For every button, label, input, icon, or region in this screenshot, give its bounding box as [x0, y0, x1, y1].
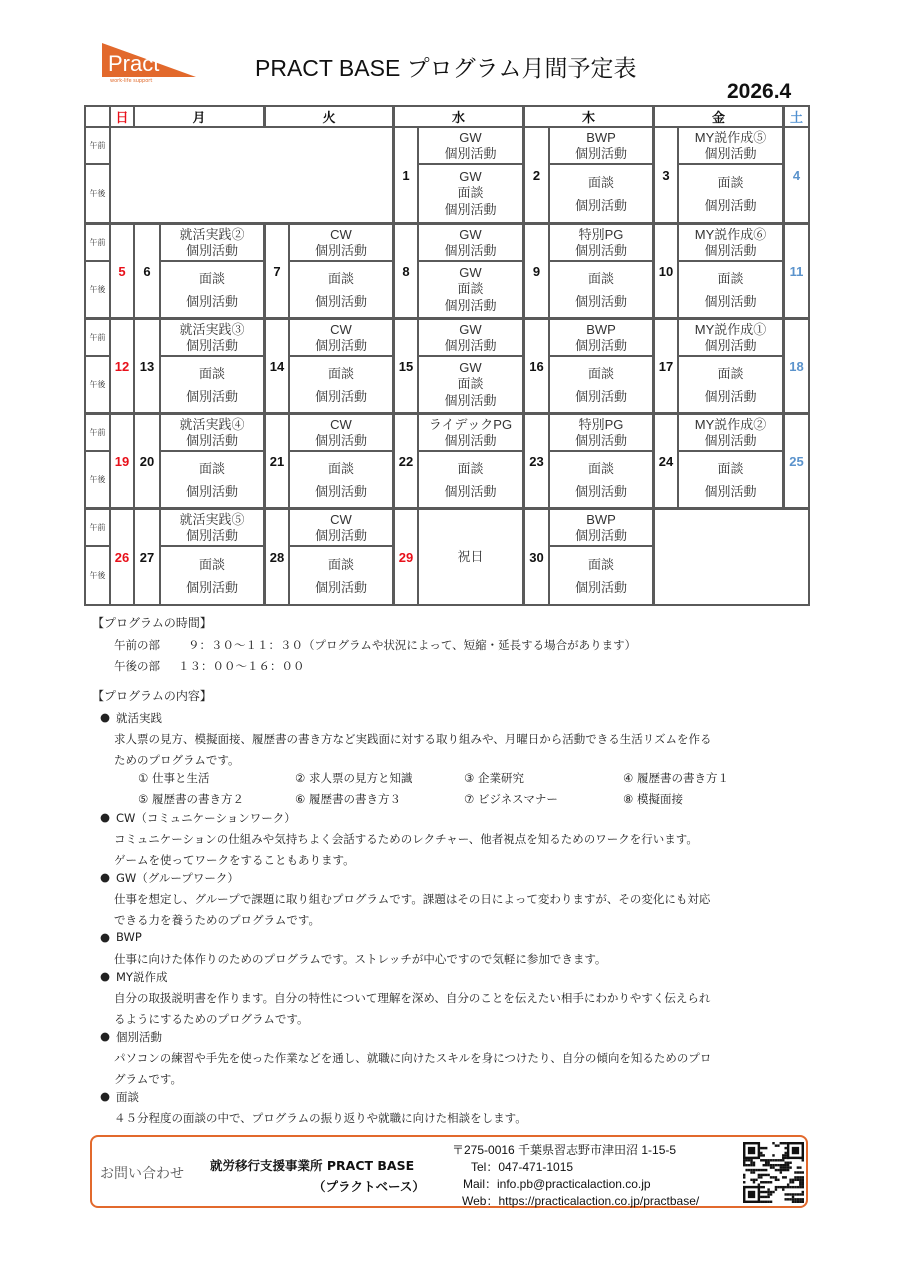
schedule-pm[interactable] [550, 262, 652, 317]
date-cell-saturday[interactable] [785, 415, 808, 507]
bullet-icon: ● [100, 1029, 111, 1043]
program-item-description: パソコンの練習や手先を使った作業などを通し、就職に向けたスキルを身につけたり、自分の傾向を知るためのプロ [114, 1051, 712, 1065]
weekday-header [266, 107, 392, 126]
program-name: 個別活動 [704, 388, 757, 404]
curriculum-item: ④ 履歴書の書き方１ [623, 771, 729, 785]
curriculum-item: ⑧ 模擬面接 [623, 792, 683, 806]
tel[interactable]: Tel：047-471-1015 [471, 1160, 574, 1174]
date-number: 12 [114, 358, 130, 374]
date-number: 25 [789, 453, 804, 469]
qr-code-icon[interactable] [743, 1142, 804, 1203]
bullet-icon: ● [100, 810, 111, 824]
date-number: 24 [658, 453, 674, 469]
schedule-pm[interactable] [550, 452, 652, 507]
date-number: 19 [114, 453, 130, 469]
schedule-am[interactable] [550, 510, 652, 545]
program-name: 個別活動 [704, 145, 757, 161]
schedule-am[interactable] [290, 510, 392, 545]
weekday-header [395, 107, 522, 126]
program-name: 面談 [327, 365, 354, 381]
schedule-pm[interactable] [290, 262, 392, 317]
date-cell[interactable] [655, 320, 677, 412]
program-item-description: 求人票の見方、模擬面接、履歴書の書き方など実践面に対する取り組みや、月曜日から活動できる生活リズムを作る [114, 732, 712, 746]
bullet-icon: ● [100, 1089, 111, 1103]
page-title: PRACT BASE プログラム月間予定表 [255, 55, 637, 81]
program-item-description: ためのプログラムです。 [114, 753, 240, 767]
program-name: GW [459, 168, 482, 184]
schedule-am[interactable] [161, 510, 263, 545]
program-name: 個別活動 [574, 483, 627, 499]
program-name: 個別活動 [185, 483, 238, 499]
program-name: 個別活動 [314, 527, 367, 543]
weekday-header-saturday [785, 107, 808, 126]
program-item-title: BWP [116, 930, 142, 944]
pm-time: １３：００～１６：００ [178, 659, 305, 673]
date-cell[interactable] [395, 225, 417, 317]
date-cell[interactable] [266, 415, 288, 507]
schedule-am[interactable] [161, 320, 263, 355]
schedule-pm[interactable] [679, 165, 782, 222]
date-cell[interactable] [395, 510, 417, 604]
date-cell-saturday[interactable] [785, 225, 808, 317]
bullet-icon: ● [100, 870, 111, 884]
program-item-title: 面談 [116, 1090, 139, 1104]
weekday-header-sunday [111, 107, 133, 126]
content-heading: 【プログラムの内容】 [92, 689, 212, 703]
date-number: 13 [139, 358, 155, 374]
time-heading: 【プログラムの時間】 [92, 616, 212, 630]
program-name: 個別活動 [314, 242, 367, 258]
date-number: 18 [789, 358, 804, 374]
program-name: 面談 [587, 460, 614, 476]
mail-link[interactable]: Mail：info.pb@practicalaction.co.jp [463, 1177, 651, 1191]
date-cell[interactable] [266, 225, 288, 317]
schedule-pm[interactable] [290, 357, 392, 412]
program-name: 個別活動 [444, 297, 497, 313]
date-number: 23 [529, 453, 544, 469]
slot-label-pm [86, 547, 109, 604]
curriculum-item: ⑦ ビジネスマナー [464, 792, 558, 806]
date-cell[interactable] [525, 225, 548, 317]
program-name: 面談 [198, 365, 225, 381]
weekday-label: 土 [789, 110, 803, 125]
pract-logo [100, 43, 198, 84]
date-number: 30 [529, 549, 544, 565]
program-item-title: GW（グループワーク） [116, 871, 239, 885]
program-name: 面談 [587, 270, 614, 286]
program-name: MY説作成⑤ [694, 130, 767, 145]
date-number: 22 [398, 453, 414, 469]
web-link[interactable]: Web：https://practicalaction.co.jp/practbase/ [462, 1194, 700, 1208]
curriculum-item: ⑤ 履歴書の書き方２ [138, 792, 244, 806]
program-name: 個別活動 [574, 579, 627, 595]
program-name: 個別活動 [314, 432, 367, 448]
slot-label-text: 午後 [89, 189, 106, 198]
slot-label-text: 午前 [89, 523, 106, 532]
schedule-pm[interactable] [290, 452, 392, 507]
program-name: 面談 [587, 174, 614, 190]
program-name: 就活実践② [179, 227, 245, 242]
schedule-am[interactable] [419, 225, 522, 260]
schedule-am[interactable] [419, 128, 522, 163]
contact-box [90, 1135, 808, 1208]
program-name: 個別活動 [185, 579, 238, 595]
calendar-grid [84, 105, 810, 606]
program-name: 面談 [457, 376, 484, 392]
date-cell[interactable] [655, 415, 677, 507]
weekday-header [655, 107, 782, 126]
program-name: GW [459, 359, 482, 375]
date-number: 17 [658, 358, 674, 374]
program-item-title: 就活実践 [116, 711, 162, 725]
program-name: 個別活動 [444, 201, 497, 217]
schedule-am[interactable] [290, 415, 392, 450]
schedule-pm[interactable] [161, 357, 263, 412]
contact-label: お問い合わせ [100, 1166, 184, 1182]
program-name: BWP [586, 512, 616, 527]
slot-label-text: 午前 [89, 141, 106, 150]
program-name: ライデックPG [428, 417, 513, 432]
date-number: 14 [269, 358, 285, 374]
schedule-pm[interactable] [679, 357, 782, 412]
program-item-description: るようにするためのプログラムです。 [114, 1012, 309, 1026]
month-label: 2026.4 [727, 80, 792, 103]
curriculum-item: ② 求人票の見方と知識 [295, 771, 413, 785]
logo-text: Pract [108, 51, 160, 76]
program-name: 個別活動 [314, 293, 367, 309]
program-name: 個別活動 [574, 145, 627, 161]
curriculum-item: ① 仕事と生活 [138, 771, 210, 785]
schedule-pm[interactable] [419, 262, 522, 317]
date-number: 7 [273, 263, 281, 279]
date-cell[interactable] [135, 225, 159, 317]
program-item-title: 個別活動 [116, 1030, 162, 1044]
program-name: 個別活動 [444, 337, 497, 353]
program-name: 個別活動 [185, 527, 238, 543]
date-number: 20 [139, 453, 155, 469]
program-name: 個別活動 [314, 579, 367, 595]
date-cell-saturday[interactable] [785, 128, 808, 222]
program-name: 個別活動 [704, 337, 757, 353]
weekday-label: 月 [192, 110, 206, 125]
date-number: 2 [532, 167, 541, 183]
organization-name: 就労移行支援事業所 PRACT BASE [210, 1158, 415, 1173]
program-name: 就活実践⑤ [179, 512, 245, 527]
program-item-description: できる力を養うためのプログラムです。 [114, 913, 320, 927]
schedule-pm[interactable] [290, 547, 392, 604]
program-name: 面談 [717, 270, 744, 286]
slot-label-text: 午後 [89, 571, 106, 580]
program-item-description: ゲームを使ってワークをすることもあります。 [114, 853, 355, 867]
schedule-pm[interactable] [550, 165, 652, 222]
program-item-description: グラムです。 [114, 1072, 182, 1086]
date-number: 5 [118, 263, 126, 279]
date-cell[interactable] [395, 128, 417, 222]
program-name: 個別活動 [185, 388, 238, 404]
schedule-am[interactable] [290, 320, 392, 355]
program-name: 個別活動 [574, 432, 627, 448]
program-name: GW [459, 264, 482, 280]
program-name: 面談 [587, 365, 614, 381]
program-name: 個別活動 [185, 242, 238, 258]
schedule-pm[interactable] [419, 165, 522, 222]
program-name: MY説作成⑥ [694, 227, 767, 242]
program-name: 個別活動 [704, 197, 757, 213]
am-label: 午前の部 [114, 638, 160, 652]
program-name: 面談 [327, 460, 354, 476]
date-number: 29 [398, 549, 414, 565]
date-cell[interactable] [525, 415, 548, 507]
pm-label: 午後の部 [114, 659, 160, 673]
schedule-pm[interactable] [679, 262, 782, 317]
weekday-label: 木 [581, 110, 595, 125]
schedule-am[interactable] [550, 225, 652, 260]
date-number: 9 [532, 263, 541, 279]
date-number: 28 [269, 549, 285, 565]
program-name: MY説作成① [694, 322, 767, 337]
slot-label-text: 午前 [89, 333, 106, 342]
program-name: 特別PG [578, 417, 624, 432]
date-number: 15 [398, 358, 414, 374]
date-cell[interactable] [655, 128, 677, 222]
date-number: 27 [139, 549, 155, 565]
schedule-am[interactable] [550, 128, 652, 163]
program-name: 個別活動 [185, 293, 238, 309]
date-cell-sunday[interactable] [111, 225, 133, 317]
program-name: 個別活動 [314, 483, 367, 499]
bullet-icon: ● [100, 969, 111, 983]
program-name: 特別PG [578, 227, 624, 242]
program-item-description: 自分の取扱説明書を作ります。自分の特性について理解を深め、自分のことを伝えたい相手にわかりやすく伝えられ [114, 991, 711, 1005]
schedule-am[interactable] [419, 320, 522, 355]
schedule-am[interactable] [161, 225, 263, 260]
program-name: 個別活動 [704, 242, 757, 258]
address: 〒275-0016 千葉県習志野市津田沼 1-15-5 [452, 1143, 677, 1157]
slot-label-text: 午後 [89, 380, 106, 389]
weekday-header [525, 107, 652, 126]
date-number: 8 [402, 263, 410, 279]
slot-label-pm [86, 165, 109, 222]
program-name: 面談 [717, 174, 744, 190]
bullet-icon: ● [100, 710, 111, 724]
program-name: 個別活動 [314, 337, 367, 353]
holiday-cell[interactable] [419, 510, 522, 604]
date-cell[interactable] [135, 415, 159, 507]
schedule-am[interactable] [679, 320, 782, 355]
schedule-pm[interactable] [550, 357, 652, 412]
date-number: 21 [269, 453, 285, 469]
weekday-header [135, 107, 263, 126]
program-name: 就活実践④ [179, 417, 245, 432]
program-name: 面談 [457, 185, 484, 201]
slot-label-am [86, 320, 109, 355]
program-name: CW [330, 417, 352, 432]
program-name: BWP [586, 322, 616, 337]
date-cell[interactable] [395, 320, 417, 412]
date-cell[interactable] [525, 510, 548, 604]
program-item-description: 仕事に向けた体作りのためのプログラムです。ストレッチが中心ですので気軽に参加できます。 [114, 952, 607, 966]
date-number: 4 [792, 167, 801, 183]
schedule-pm[interactable] [419, 452, 522, 507]
slot-label-am [86, 415, 109, 450]
program-name: 個別活動 [574, 337, 627, 353]
date-number: 3 [662, 167, 670, 183]
weekday-label: 火 [322, 110, 336, 125]
schedule-am[interactable] [419, 415, 522, 450]
program-name: 面談 [587, 556, 614, 572]
program-item-description: 仕事を想定し、グループで課題に取り組むプログラムです。課題はその日によって変わりますが、その変化にも対応 [114, 892, 711, 906]
date-cell-sunday[interactable] [111, 415, 133, 507]
weekday-label: 水 [451, 110, 465, 125]
date-cell-saturday[interactable] [785, 320, 808, 412]
date-cell[interactable] [135, 510, 159, 604]
program-name: 面談 [198, 556, 225, 572]
date-number: 10 [658, 263, 674, 279]
program-item-description: ４５分程度の面談の中で、プログラムの振り返りや就職に向けた相談をします。 [114, 1111, 527, 1125]
schedule-am[interactable] [679, 225, 782, 260]
slot-label-am [86, 510, 109, 545]
slot-label-am [86, 225, 109, 260]
program-name: BWP [586, 130, 616, 145]
program-name: 面談 [457, 460, 484, 476]
slot-label-pm [86, 262, 109, 317]
slot-label-text: 午前 [89, 238, 106, 247]
organization-kana: （プラクトベース） [313, 1179, 425, 1194]
program-name: 個別活動 [574, 197, 627, 213]
program-name: 面談 [198, 270, 225, 286]
program-name: 個別活動 [444, 483, 497, 499]
program-name: 面談 [327, 270, 354, 286]
schedule-pm[interactable] [161, 547, 263, 604]
program-name: 個別活動 [574, 527, 627, 543]
slot-label-pm [86, 452, 109, 507]
date-cell[interactable] [525, 128, 548, 222]
program-name: 個別活動 [185, 432, 238, 448]
date-cell[interactable] [266, 320, 288, 412]
program-name: 個別活動 [314, 388, 367, 404]
weekday-label: 日 [115, 110, 129, 125]
date-number: 11 [789, 263, 804, 279]
date-cell[interactable] [395, 415, 417, 507]
program-item-description: コミュニケーションの仕組みや気持ちよく会話するためのレクチャー、他者視点を知るためのワークを行います。 [114, 832, 698, 846]
holiday-label: 祝日 [457, 549, 484, 565]
program-name: 個別活動 [444, 432, 497, 448]
schedule-pm[interactable] [679, 452, 782, 507]
date-cell[interactable] [135, 320, 159, 412]
program-item-title: CW（コミュニケーションワーク） [116, 811, 296, 825]
date-number: 1 [402, 167, 410, 183]
program-name: CW [330, 322, 352, 337]
program-name: 面談 [198, 460, 225, 476]
date-cell-sunday[interactable] [111, 320, 133, 412]
schedule-pm[interactable] [161, 452, 263, 507]
program-name: GW [459, 130, 482, 145]
program-name: 個別活動 [574, 242, 627, 258]
slot-label-text: 午後 [89, 475, 106, 484]
am-time: ９：３０～１１：３０（プログラムや状況によって、短縮・延長する場合があります） [188, 638, 637, 652]
program-name: 個別活動 [444, 392, 497, 408]
schedule-pm[interactable] [550, 547, 652, 604]
schedule-am[interactable] [290, 225, 392, 260]
program-name: GW [459, 227, 482, 242]
schedule-am[interactable] [679, 128, 782, 163]
curriculum-item: ③ 企業研究 [464, 771, 524, 785]
date-cell[interactable] [655, 225, 677, 317]
program-name: 面談 [327, 556, 354, 572]
curriculum-item: ⑥ 履歴書の書き方３ [295, 792, 401, 806]
date-number: 16 [529, 358, 544, 374]
date-number: 6 [143, 263, 151, 279]
program-name: 個別活動 [574, 293, 627, 309]
date-number: 26 [114, 549, 130, 565]
slot-label-pm [86, 357, 109, 412]
schedule-am[interactable] [550, 415, 652, 450]
program-name: GW [459, 322, 482, 337]
weekday-label: 金 [711, 110, 725, 125]
schedule-am[interactable] [161, 415, 263, 450]
program-item-title: MY説作成 [116, 970, 168, 984]
program-name: 個別活動 [444, 242, 497, 258]
schedule-am[interactable] [550, 320, 652, 355]
empty-cell [655, 510, 808, 604]
schedule-pm[interactable] [419, 357, 522, 412]
empty-cell [111, 128, 392, 222]
program-name: 面談 [717, 460, 744, 476]
program-name: 面談 [457, 281, 484, 297]
program-name: CW [330, 512, 352, 527]
slot-label-am [86, 128, 109, 163]
program-name: 個別活動 [185, 337, 238, 353]
program-name: 個別活動 [704, 293, 757, 309]
header-corner [86, 107, 109, 126]
date-cell[interactable] [266, 510, 288, 604]
bullet-icon: ● [100, 930, 111, 944]
program-name: 個別活動 [704, 483, 757, 499]
slot-label-text: 午前 [89, 428, 106, 437]
program-name: CW [330, 227, 352, 242]
program-name: MY説作成② [694, 417, 767, 432]
schedule-pm[interactable] [161, 262, 263, 317]
program-name: 個別活動 [574, 388, 627, 404]
program-name: 面談 [717, 365, 744, 381]
program-name: 就活実践③ [179, 322, 245, 337]
date-cell[interactable] [525, 320, 548, 412]
date-cell-sunday[interactable] [111, 510, 133, 604]
slot-label-text: 午後 [89, 285, 106, 294]
program-name: 個別活動 [704, 432, 757, 448]
program-name: 個別活動 [444, 145, 497, 161]
schedule-am[interactable] [679, 415, 782, 450]
logo-subtitle: work-life support [110, 78, 153, 84]
